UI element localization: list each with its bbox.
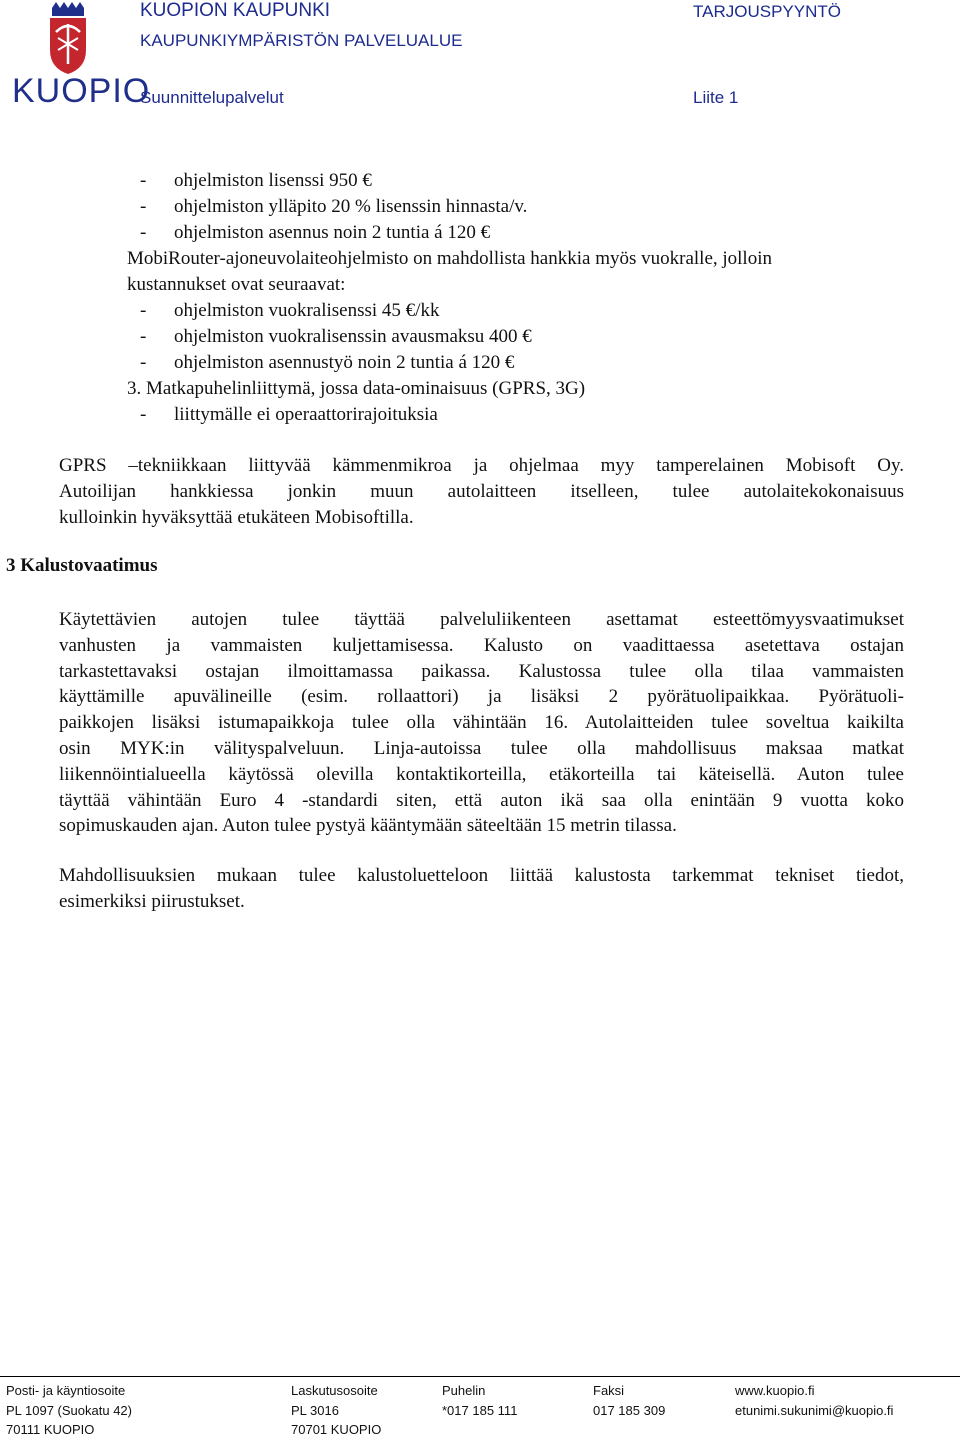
- header-appendix: Liite 1: [693, 88, 739, 107]
- footer-address-label: Posti- ja käyntiosoite: [6, 1383, 126, 1398]
- list-item: - liittymälle ei operaattorirajoituksia: [140, 404, 438, 425]
- footer-fax: 017 185 309: [593, 1403, 666, 1418]
- fleet-paragraph: Käytettävien autojen tulee täyttää palveluliikenteen asettamat esteettömyysvaatimukset vanhusten ja vammaisten kuljettamisessa. Kalusto on vaadittaessa asetettava ostajan tarkastettavaksi ostajan ilmoittamassa paikassa. Kalustossa tulee olla tilaa vammaisten käyttämille apuvälineille (esim. rollaattori) ja lisäksi 2 pyörätuolipaikkaa. Pyörätuoli- paikkojen lisäksi istumapaikkoja tulee olla vähintään 16. Autolaitteiden tulee soveltua kaikilta osin MYK:in välityspalveluun. Linja-autoissa tulee olla mahdollisuus maksaa matkat liikennöintialueella käytössä olevilla kontaktikorteilla, etäkorteilla tai käteisellä. Auton tulee täyttää vähintään Euro 4 -standardi siten, että auton ikä saa olla enintään 9 vuotta koko sopimuskauden ajan. Auton tulee pystyä kääntymään säteeltään 15 metrin tilassa.: [59, 609, 904, 837]
- section-heading: 3 Kalustovaatimus: [6, 555, 158, 576]
- footer-billing-address: PL 3016: [291, 1403, 339, 1418]
- footer-fax-label: Faksi: [593, 1383, 625, 1398]
- gprs-paragraph: GPRS –tekniikkaan liittyvää kämmenmikroa ja ohjelmaa myy tamperelainen Mobisoft Oy. Autoilijan hankkiessa jonkin muun autolaitteen itselleen, tulee autolaitekokonaisuus kulloinkin hyväksyttää etukäteen Mobisoftilla.: [59, 455, 904, 528]
- list-item: - ohjelmiston ylläpito 20 % lisenssin hinnasta/v.: [140, 196, 528, 217]
- footer-phone-label: Puhelin: [442, 1383, 486, 1398]
- footer-address: PL 1097 (Suokatu 42): [6, 1403, 132, 1418]
- numbered-item-3: 3. Matkapuhelinliittymä, jossa data-ominaisuus (GPRS, 3G): [127, 378, 586, 399]
- footer-website-link[interactable]: www.kuopio.fi: [735, 1383, 815, 1398]
- logo-text: KUOPIO: [12, 72, 151, 110]
- header-city: KUOPION KAUPUNKI: [140, 0, 331, 21]
- footer-billing-postcode: 70701 KUOPIO: [291, 1422, 382, 1437]
- footer-postcode: 70111 KUOPIO: [6, 1422, 95, 1437]
- footer-billing-label: Laskutusosoite: [291, 1383, 378, 1398]
- header-unit: Suunnittelupalvelut: [140, 88, 284, 107]
- rental-intro-line: MobiRouter-ajoneuvolaiteohjelmisto on mahdollista hankkia myös vuokralle, jolloin: [127, 248, 772, 269]
- list-item: - ohjelmiston asennustyö noin 2 tuntia á 120 €: [140, 352, 515, 373]
- list-item: - ohjelmiston vuokralisenssi 45 €/kk: [140, 300, 440, 321]
- list-item: - ohjelmiston lisenssi 950 €: [140, 170, 372, 191]
- list-item: - ohjelmiston asennus noin 2 tuntia á 120 €: [140, 222, 491, 243]
- rental-intro-line: kustannukset ovat seuraavat:: [127, 274, 346, 295]
- catalog-paragraph: Mahdollisuuksien mukaan tulee kalustoluetteloon liittää kalustosta tarkemmat tekniset tiedot, esimerkiksi piirustukset.: [59, 865, 904, 912]
- kuopio-logo: [10, 2, 151, 112]
- footer-email-link[interactable]: etunimi.sukunimi@kuopio.fi: [735, 1403, 894, 1418]
- list-item: - ohjelmiston vuokralisenssin avausmaksu 400 €: [140, 326, 532, 347]
- footer-phone: *017 185 111: [442, 1403, 518, 1418]
- header-doc-type: TARJOUSPYYNTÖ: [693, 2, 841, 21]
- footer-divider: [0, 1376, 960, 1377]
- header-department: KAUPUNKIYMPÄRISTÖN PALVELUALUE: [140, 31, 463, 50]
